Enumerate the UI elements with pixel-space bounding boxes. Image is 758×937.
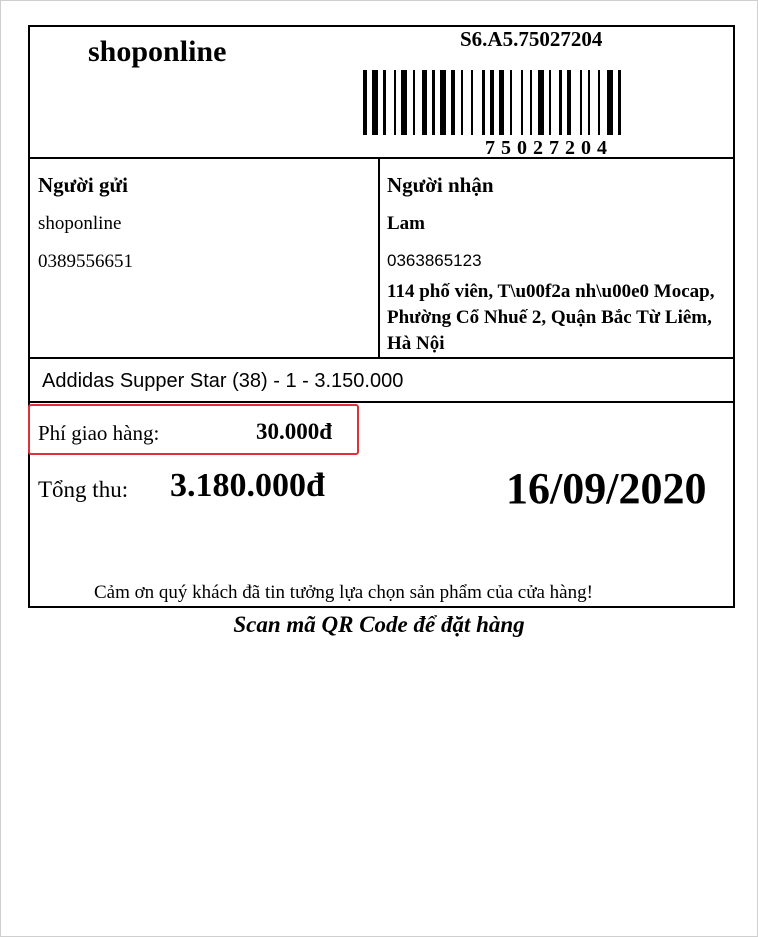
barcode [363,70,733,135]
divider-header [30,157,733,159]
receiver-heading: Người nhận [387,173,494,197]
receiver-name: Lam [387,213,425,234]
shipping-label [28,25,735,608]
barcode-number: 75027204 [485,137,613,159]
receiver-address: 114 phố viên, T\u00f2a nh\u00e0 Mocap, Phường Cổ Nhuế 2, Quận Bắc Từ Liêm, Hà Nội [387,281,715,354]
divider-product [30,401,733,403]
receiver-phone: 0363865123 [387,251,482,270]
order-date: 16/09/2020 [506,464,707,513]
sender-name: shoponline [38,213,122,234]
divider-parties-bottom [30,357,733,359]
thank-you-note: Cảm ơn quý khách đã tin tưởng lựa chọn sản phẩm của cửa hàng! [94,582,593,603]
shipping-fee-label: Phí giao hàng: [38,421,160,445]
shop-name: shoponline [88,35,227,68]
qr-caption: Scan mã QR Code để đặt hàng [233,612,525,637]
divider-parties [378,157,380,357]
sender-heading: Người gửi [38,173,128,197]
shipping-fee-value: 30.000đ [256,419,333,444]
tracking-code: S6.A5.75027204 [460,27,603,51]
total-value: 3.180.000đ [170,467,325,504]
total-label: Tổng thu: [38,477,129,502]
product-line: Addidas Supper Star (38) - 1 - 3.150.000 [42,370,404,392]
sender-phone: 0389556651 [38,251,133,272]
shipping-fee-highlight [28,404,359,455]
